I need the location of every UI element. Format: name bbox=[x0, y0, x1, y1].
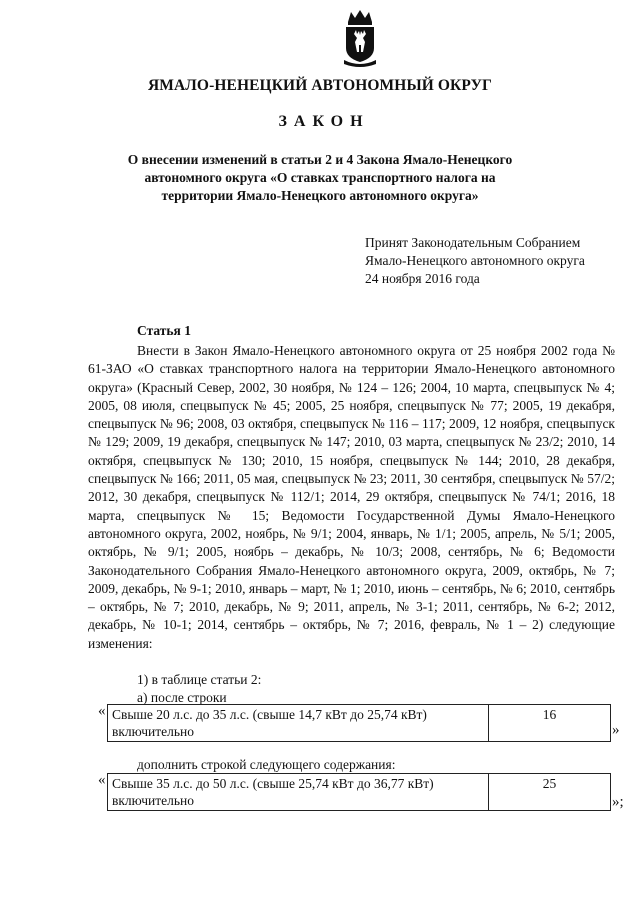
close-quote-1: » bbox=[612, 722, 620, 738]
row-1-description: Свыше 20 л.с. до 35 л.с. (свыше 14,7 кВт до 25,74 кВт) включительно bbox=[108, 705, 489, 742]
article-1-paragraph: Внести в Закон Ямало-Ненецкого автономного округа от 25 ноября 2002 года № 61-ЗАО «О ставках транспортного налога на территории Ямало-Ненецкого автономного округа» (Красный Север, 2002, 30 ноября, № 124 – 126; 2004, 10 марта, спецвыпуск № 4; 2005, 08 июля, спецвыпуск № 45; 2005, 25 ноября, спецвыпуск № 77; 2005, 19 декабря, спецвыпуск № 96; 2008, 03 октября, спецвыпуск № 116 – 117; 2009, 12 ноября, спецвыпуск № 129; 2009, 19 декабря, спецвыпуск № 147; 2010, 03 марта, спецвыпуск № 23/2; 2010, 14 октября, спецвыпуск № 130; 2010, 15 ноября, спецвыпуск № 144; 2010, 28 декабря, спецвыпуск № 166; 2011, 05 мая, спецвыпуск № 23; 2011, 30 сентября, спецвыпуск № 57/2; 2012, 30 декабря, спецвыпуск № 112/1; 2014, 29 октября, спецвыпуск № 74/1; 2016, 18 марта, спецвыпуск № 15; Ведомости Государственной Думы Ямало-Ненецкого автономного округа, 2002, ноябрь, № 9/1; 2004, январь, № 1/1; 2005, апрель, № 5/1; 2005, октябрь, № 9/1; 2005, ноябрь – декабрь, № 10/3; 2008, сентябрь, № 6; Ведомости Законодательного Собрания Ямало-Ненецкого автономного округа, 2009, октябрь, № 7; 2009, декабрь, № 9-1; 2010, январь – март, № 1; 2010, июнь – сентябрь, № 6; 2010, сентябрь – октябрь, № 7; 2010, декабрь, № 9; 2011, апрель, № 3-1; 2011, сентябрь, № 6-2; 2012, декабрь, № 10-1; 2014, сентябрь – октябрь, № 7; 2016, февраль, № 1 – 2) следующие изменения: bbox=[88, 343, 615, 651]
item-1: 1) в таблице статьи 2: bbox=[137, 672, 262, 687]
adoption-note: Принят Законодательным Собранием Ямало-Ненецкого автономного округа 24 ноября 2016 года bbox=[365, 235, 585, 286]
open-quote-1: « bbox=[98, 703, 106, 719]
row-2-description: Свыше 35 л.с. до 50 л.с. (свыше 25,74 кВт до 36,77 кВт) включительно bbox=[108, 774, 489, 811]
close-quote-2: »; bbox=[612, 794, 624, 810]
row-1-value: 16 bbox=[489, 705, 611, 742]
open-quote-2: « bbox=[98, 772, 106, 788]
table-row-2 bbox=[107, 773, 611, 811]
item-1a: а) после строки bbox=[137, 690, 227, 705]
document-type: ЗАКОН bbox=[278, 113, 370, 130]
coat-of-arms-icon bbox=[338, 8, 382, 68]
table-row-1 bbox=[107, 704, 611, 742]
article-1-heading: Статья 1 bbox=[137, 323, 191, 338]
region-name: ЯМАЛО-НЕНЕЦКИЙ АВТОНОМНЫЙ ОКРУГ bbox=[147, 77, 493, 94]
law-title: О внесении изменений в статьи 2 и 4 Закона Ямало-Ненецкого автономного округа «О ставках транспортного налога на территории Ямало-Ненецкого автономного округа» bbox=[127, 152, 513, 203]
supplement-line: дополнить строкой следующего содержания: bbox=[137, 757, 396, 772]
row-2-value: 25 bbox=[489, 774, 611, 811]
